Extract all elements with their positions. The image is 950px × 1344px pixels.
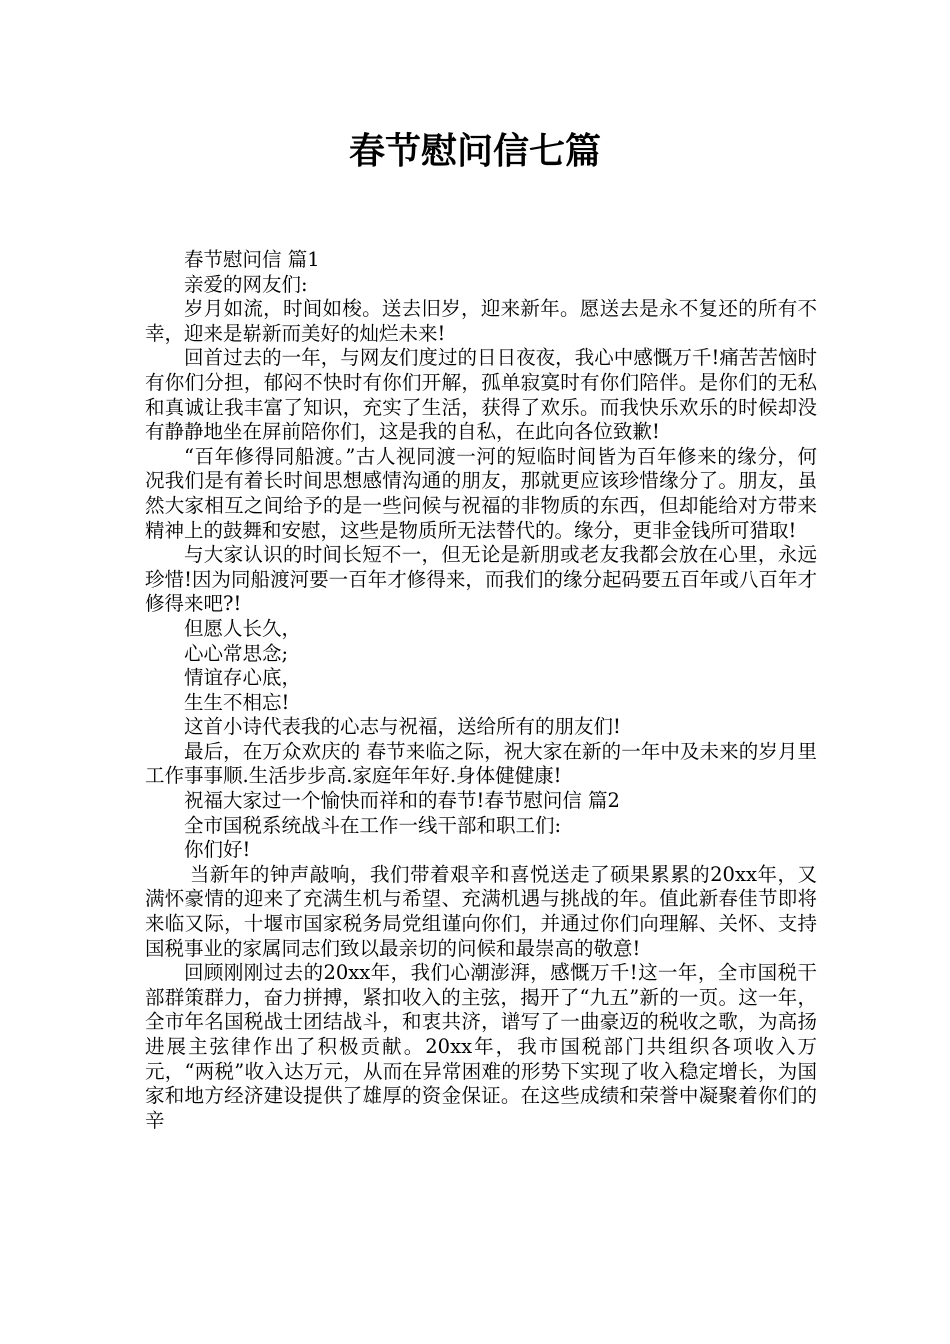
paragraph: 最后，在万众欢庆的 春节来临之际，祝大家在新的一年中及未来的岁月里工作事事顺.生活步步高.家庭年年好.身体健健康!	[145, 739, 817, 788]
paragraph: 春节慰问信 篇1	[184, 248, 320, 271]
paragraph: 这首小诗代表我的心志与祝福，送给所有的朋友们!	[184, 715, 621, 739]
paragraph: 与大家认识的时间长短不一，但无论是新朋或老友我都会放在心里，永远珍惜!因为同船渡河要一百年才修得来，而我们的缘分起码要五百年或八百年才修得来吧?!	[145, 543, 817, 616]
paragraph: 回首过去的一年，与网友们度过的日日夜夜，我心中感慨万千!痛苦苦恼时有你们分担，郁闷不快时有你们开解，孤单寂寞时有你们陪伴。是你们的无私和真诚让我丰富了知识，充实了生活，获得了欢乐。而我快乐欢乐的时候却没有静静地坐在屏前陪你们，这是我的自私，在此向各位致歉!	[145, 346, 817, 444]
paragraph: 岁月如流，时间如梭。送去旧岁，迎来新年。愿送去是永不复还的所有不幸，迎来是崭新而美好的灿烂未来!	[145, 297, 817, 345]
paragraph: “百年修得同船渡。”古人视同渡一河的短临时间皆为百年修来的缘分，何况我们是有着长时间思想感情沟通的朋友，那就更应该珍惜缘分了。朋友，虽然大家相互之间给予的是一些问候与祝福的非物质的东西，但却能给对方带来精神上的鼓舞和安慰，这些是物质所无法替代的。缘分，更非金钱所可猎取!	[145, 444, 817, 542]
paragraph: 祝福大家过一个愉快而祥和的春节!春节慰问信 篇2	[184, 789, 620, 813]
paragraph: 当新年的钟声敲响，我们带着艰辛和喜悦送走了硕果累累的20xx年，又满怀豪情的迎来了充满生机与希望、充满机遇与挑战的年。值此新春佳节即将来临又际，十堰市国家税务局党组谨向你们，并通过你们向理解、关怀、支持国税事业的家属同志们致以最亲切的问候和最崇高的敬意!	[145, 862, 817, 960]
poem-line: 情谊存心底，	[184, 666, 302, 690]
poem-line: 但愿人长久，	[184, 616, 302, 640]
document-body	[145, 248, 817, 1133]
paragraph: 亲爱的网友们:	[184, 272, 308, 296]
paragraph: 你们好!	[184, 838, 251, 862]
poem-line: 生生不相忘!	[184, 690, 290, 714]
paragraph: 回顾刚刚过去的20xx年，我们心潮澎湃，感慨万千!这一年，全市国税干部群策群力，奋力拼搏，紧扣收入的主弦，揭开了“九五”新的一页。这一年，全市年名国税战士团结战斗，和衷共济，谱写了一曲豪迈的税收之歌，为高扬进展主弦律作出了积极贡献。20xx年，我市国税部门共组织各项收入万元，“两税”收入达万元，从而在异常困难的形势下实现了收入稳定增长，为国家和地方经济建设提供了雄厚的资金保证。在这些成绩和荣誉中凝聚着你们的辛	[145, 961, 817, 1132]
paragraph: 全市国税系统战斗在工作一线干部和职工们:	[184, 813, 562, 837]
document-title: 春节慰问信七篇	[348, 131, 601, 172]
poem-line: 心心常思念;	[184, 641, 289, 665]
